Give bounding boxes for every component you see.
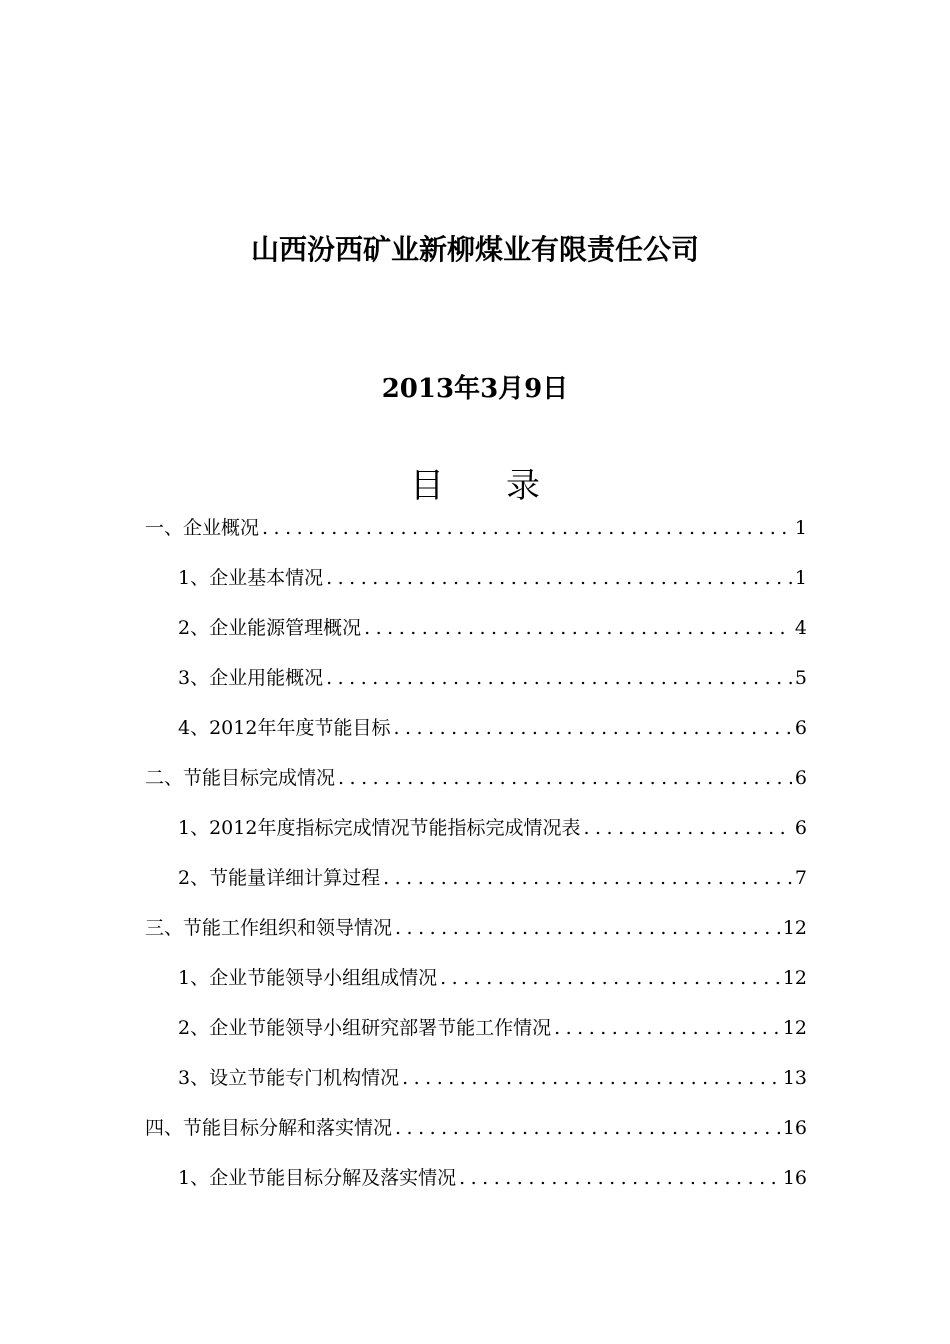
toc-entry[interactable] xyxy=(145,661,807,711)
toc-entry[interactable] xyxy=(145,611,807,661)
toc-entry[interactable] xyxy=(145,961,807,1011)
company-name: 山西汾西矿业新柳煤业有限责任公司 xyxy=(250,233,699,266)
toc-entry-label: 1、企业基本情况 xyxy=(178,567,324,589)
toc-dot-leader xyxy=(459,1161,780,1195)
toc-entry-page: 12 xyxy=(782,917,807,939)
toc-entry-page: 16 xyxy=(782,1167,807,1189)
toc-entry[interactable] xyxy=(145,511,807,561)
toc-entry[interactable] xyxy=(145,911,807,961)
toc-title xyxy=(0,458,950,507)
toc-entry-label: 二、节能目标完成情况 xyxy=(145,767,336,789)
toc-entry-label: 2、企业节能领导小组研究部署节能工作情况 xyxy=(178,1017,552,1039)
toc-entry-page: 6 xyxy=(794,767,807,789)
toc-dot-leader xyxy=(583,811,791,845)
toc-entry-label: 4、2012年年度节能目标 xyxy=(178,717,391,739)
toc-dot-leader xyxy=(364,611,792,645)
toc-dot-leader xyxy=(395,911,780,945)
toc-entry[interactable] xyxy=(145,1061,807,1111)
toc-dot-leader xyxy=(262,511,792,545)
toc-entry[interactable] xyxy=(145,861,807,911)
toc-dot-leader xyxy=(440,961,780,995)
toc-dot-leader xyxy=(338,761,792,795)
toc-entry[interactable] xyxy=(145,561,807,611)
report-date: 2013年3月9日 xyxy=(381,374,569,404)
toc-entry-label: 3、企业用能概况 xyxy=(178,667,324,689)
toc-title-char-1: 目 xyxy=(410,466,444,506)
toc-entry-page: 12 xyxy=(782,967,807,989)
toc-entry-page: 12 xyxy=(782,1017,807,1039)
toc-entry-page: 1 xyxy=(794,517,807,539)
toc-entry-label: 1、2012年度指标完成情况节能指标完成情况表 xyxy=(178,817,581,839)
toc-entry-label: 3、设立节能专门机构情况 xyxy=(178,1067,400,1089)
toc-entry-label: 一、企业概况 xyxy=(145,517,260,539)
toc-entry-label: 四、节能目标分解和落实情况 xyxy=(145,1117,393,1139)
toc-entry-page: 5 xyxy=(794,667,807,689)
toc-entry-label: 1、企业节能领导小组组成情况 xyxy=(178,967,438,989)
toc-entry-label: 2、企业能源管理概况 xyxy=(178,617,362,639)
toc-entry-page: 6 xyxy=(794,817,807,839)
toc-dot-leader xyxy=(395,1111,780,1145)
toc-entry[interactable] xyxy=(145,1161,807,1211)
toc-entry-label: 三、节能工作组织和领导情况 xyxy=(145,917,393,939)
toc-dot-leader xyxy=(326,561,792,595)
toc-entry[interactable] xyxy=(145,811,807,861)
toc-entry-page: 13 xyxy=(782,1067,807,1089)
toc-entry-page: 4 xyxy=(794,617,807,639)
toc-dot-leader xyxy=(383,861,792,895)
table-of-contents xyxy=(145,511,807,1211)
toc-dot-leader xyxy=(402,1061,780,1095)
toc-title-char-2: 录 xyxy=(506,466,540,506)
toc-dot-leader xyxy=(326,661,792,695)
toc-entry-page: 6 xyxy=(794,717,807,739)
toc-entry[interactable] xyxy=(145,1011,807,1061)
toc-entry-page: 16 xyxy=(782,1117,807,1139)
toc-entry[interactable] xyxy=(145,1111,807,1161)
toc-entry[interactable] xyxy=(145,761,807,811)
toc-entry-page: 1 xyxy=(794,567,807,589)
toc-entry-label: 2、节能量详细计算过程 xyxy=(178,867,381,889)
toc-entry-page: 7 xyxy=(794,867,807,889)
toc-dot-leader xyxy=(554,1011,780,1045)
toc-entry[interactable] xyxy=(145,711,807,761)
toc-dot-leader xyxy=(393,711,791,745)
toc-entry-label: 1、企业节能目标分解及落实情况 xyxy=(178,1167,457,1189)
